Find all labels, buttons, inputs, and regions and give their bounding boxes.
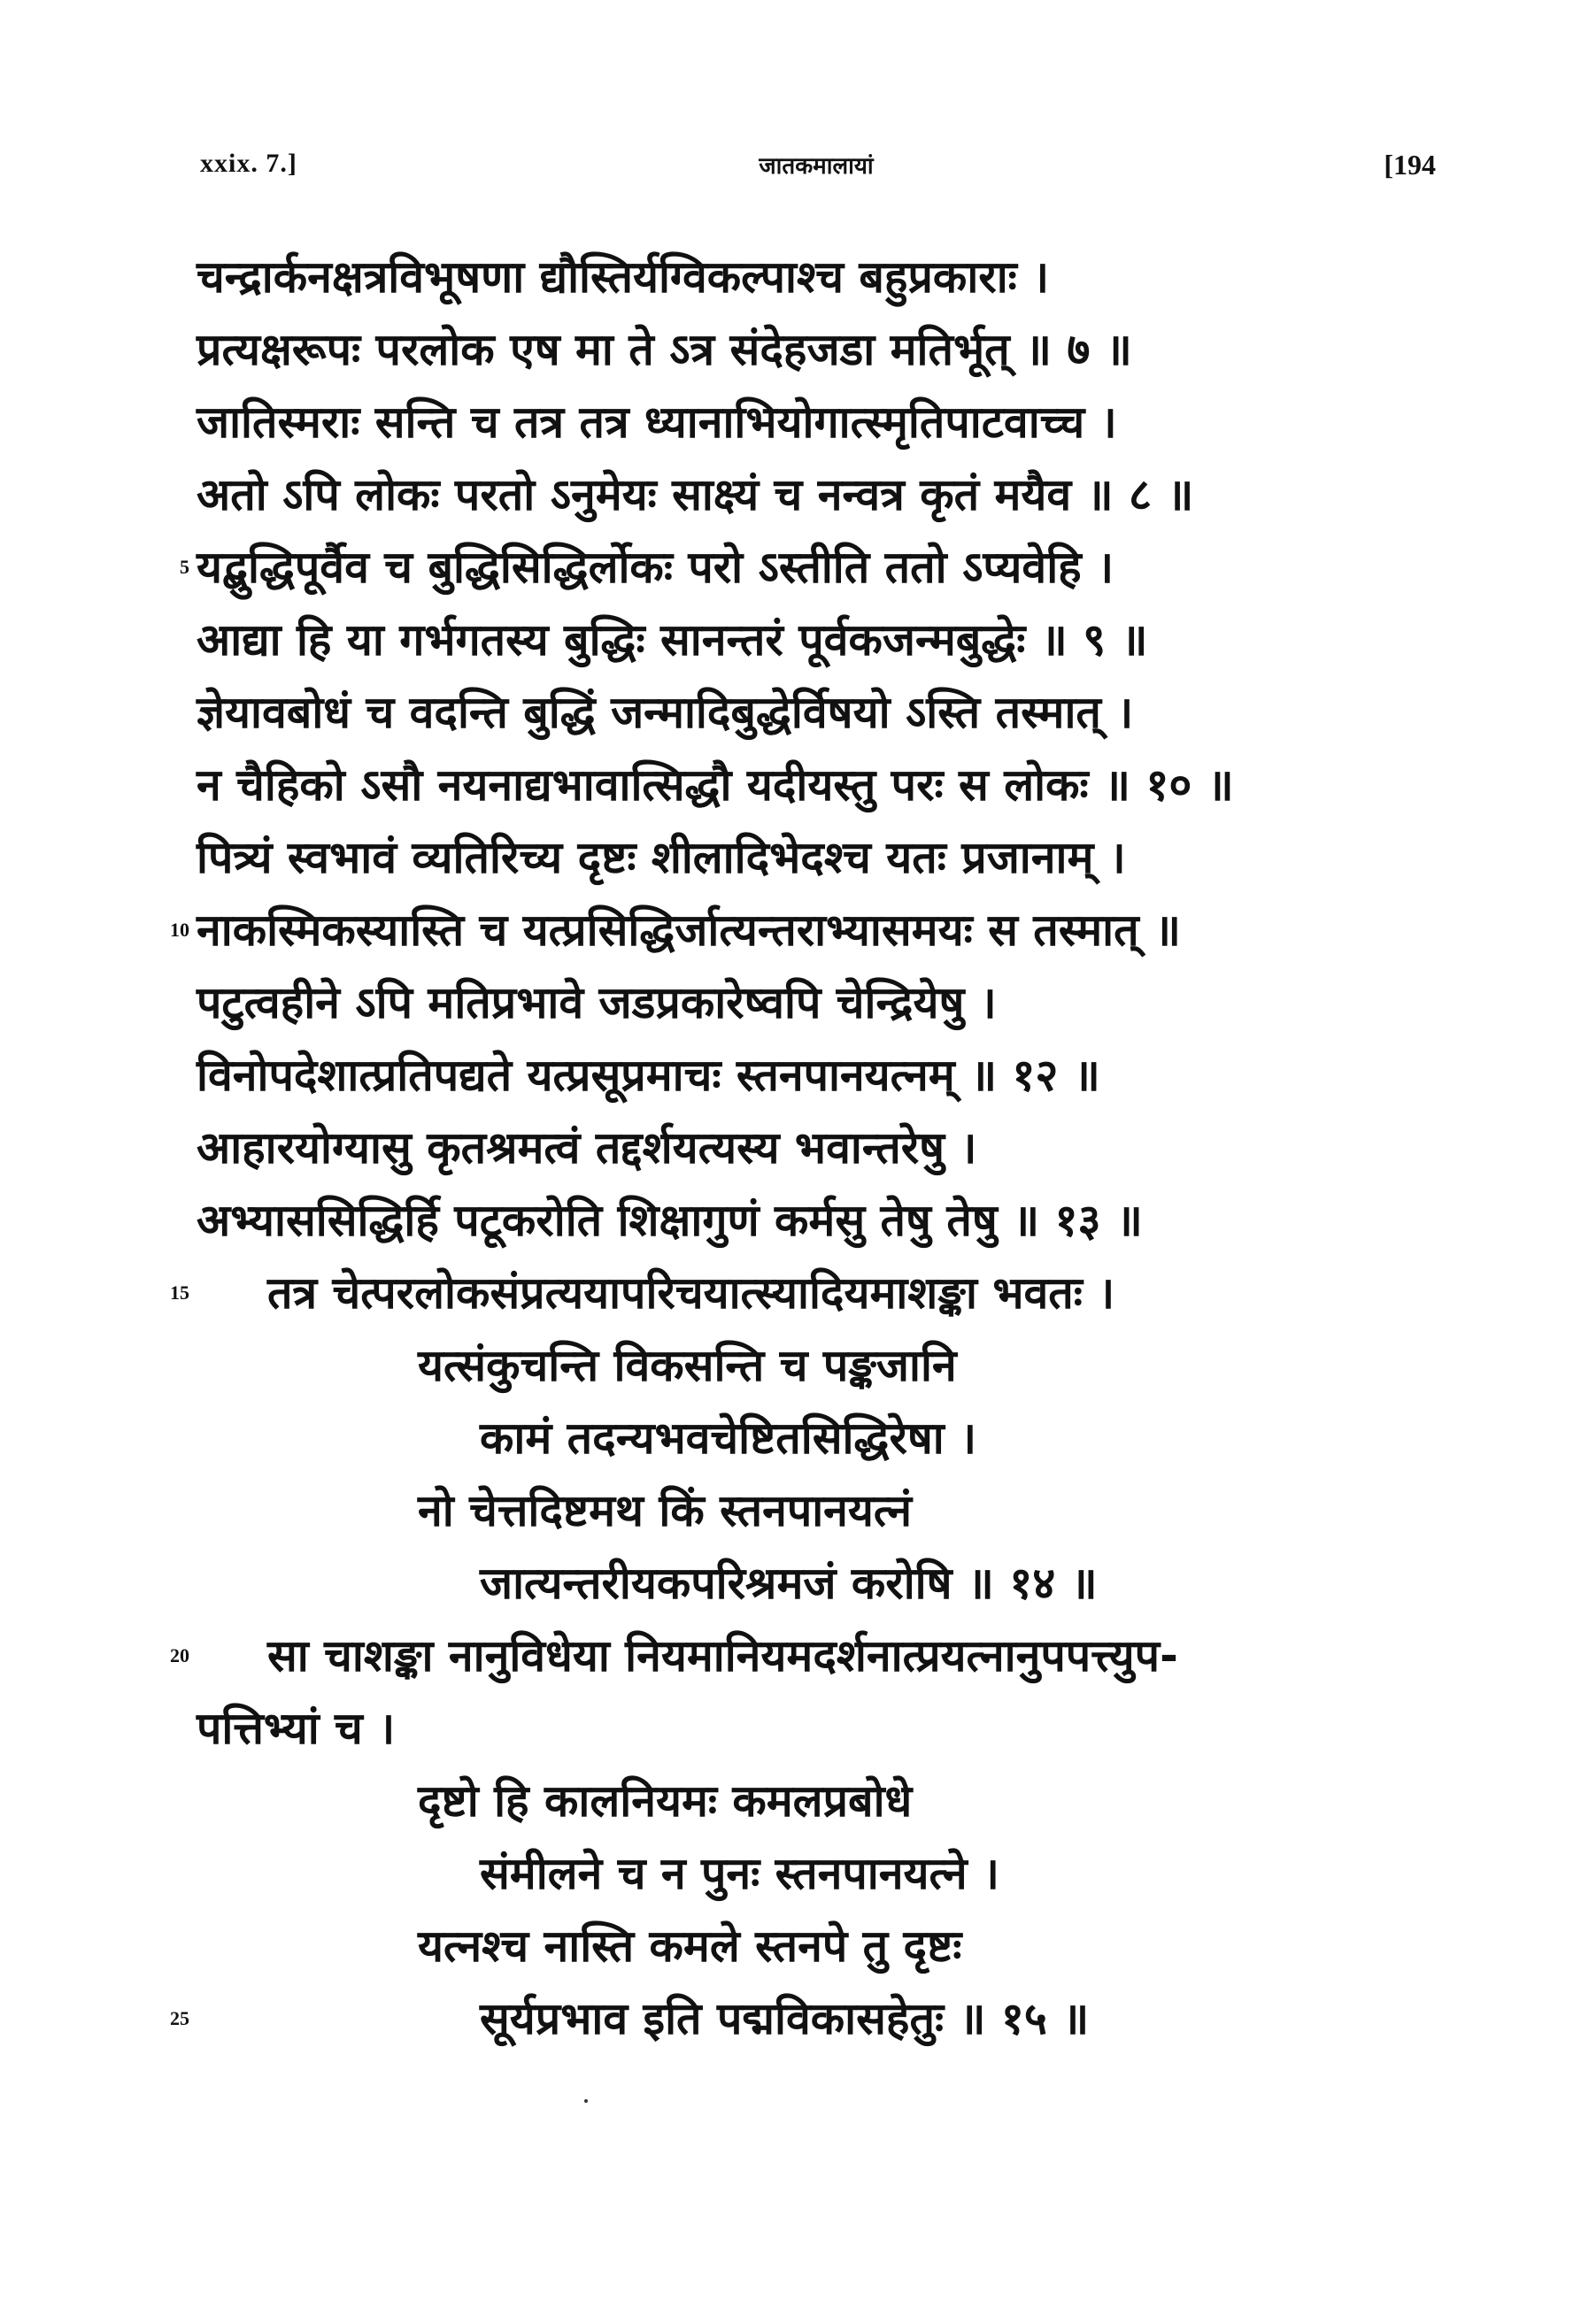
verse-text: ज्ञेयावबोधं च वदन्ति बुद्धिं जन्मादिबुद्धेर्विषयो ऽस्ति तस्मात् । [197,687,1134,738]
text-line [197,1112,1454,1184]
text-line [197,966,1454,1039]
text-line [197,1184,1454,1257]
running-title: जातकमालायां [759,153,874,180]
text-line [197,604,1454,676]
verse-text: यद्बुद्धिपूर्वैव च बुद्धिसिद्धिर्लोकः परो ऽस्तीति ततो ऽप्यवेहि । [197,542,1114,593]
text-line [197,1837,1454,1910]
line-number: 15 [170,1281,189,1304]
line-number: 10 [170,919,189,941]
verse-text: अतो ऽपि लोकः परतो ऽनुमेयः साक्ष्यं च नन्वत्र कृतं मयैव ॥ ८ ॥ [197,469,1194,520]
verse-text: सा चाशङ्का नानुविधेया नियमानियमदर्शनात्प्रयत्नानुपपत्त्युप- [267,1630,1178,1681]
printing-speck [584,2099,588,2103]
verse-text: सूर्यप्रभाव इति पद्मविकासहेतुः ॥ १५ ॥ [480,1993,1090,2044]
verse-text: पित्र्यं स्वभावं व्यतिरिच्य दृष्टः शीलादिभेदश्च यतः प्रजानाम् । [197,832,1126,883]
verse-text: नो चेत्तदिष्टमथ किं स्तनपानयत्नं [418,1485,913,1536]
text-line [197,1329,1454,1402]
verse-text: आद्या हि या गर्भगतस्य बुद्धिः सानन्तरं पूर्वकजन्मबुद्धेः ॥ ९ ॥ [197,614,1148,666]
sanskrit-text-body [170,241,1454,2055]
text-line [197,1039,1454,1112]
verse-text: नाकस्मिकस्यास्ति च यत्प्रसिद्धिर्जात्यन्तराभ्यासमयः स तस्मात् ॥ [197,904,1181,956]
verse-text: न चैहिको ऽसौ नयनाद्यभावात्सिद्धौ यदीयस्तु परः स लोकः ॥ १० ॥ [197,759,1234,811]
page-number: [194 [1384,149,1436,181]
verse-text: अभ्याससिद्धिर्हि पटूकरोति शिक्षागुणं कर्मसु तेषु तेषु ॥ १३ ॥ [197,1195,1143,1246]
text-line [197,1474,1454,1547]
text-line [170,1257,1454,1329]
text-line [197,386,1454,458]
verse-text: कामं तदन्यभवचेष्टितसिद्धिरेषा । [480,1412,977,1464]
verse-text: प्रत्यक्षरूपः परलोक एष मा ते ऽत्र संदेहजडा मतिर्भूत् ॥ ७ ॥ [197,324,1132,375]
text-line [197,1910,1454,1982]
page-header [197,149,1436,184]
text-line [197,313,1454,386]
text-line [197,1765,1454,1837]
text-line [197,458,1454,531]
text-line [197,821,1454,894]
verse-text: यत्संकुचन्ति विकसन्ति च पङ्कजानि [418,1340,957,1391]
verse-text: यत्नश्च नास्ति कमले स्तनपे तु दृष्टः [418,1920,962,1972]
text-line [170,1620,1454,1692]
verse-text: आहारयोग्यासु कृतश्रमत्वं तद्दर्शयत्यस्य भवान्तरेषु । [197,1122,977,1174]
text-line [197,749,1454,821]
verse-text: पटुत्वहीने ऽपि मतिप्रभावे जडप्रकारेष्वपि चेन्द्रियेषु । [197,977,997,1028]
text-line [170,894,1454,966]
verse-text: विनोपदेशात्प्रतिपद्यते यत्प्रसूप्रमाचः स्तनपानयत्नम् ॥ १२ ॥ [197,1050,1100,1101]
text-line [197,1692,1454,1765]
line-number: 25 [170,2007,189,2029]
text-line [197,241,1454,313]
text-line [170,1982,1454,2055]
verse-text: पत्तिभ्यां च । [197,1703,396,1754]
line-number: 5 [180,556,189,578]
text-line [197,1547,1454,1620]
verse-text: जातिस्मराः सन्ति च तत्र तत्र ध्यानाभियोगात्स्मृतिपाटवाच्च । [197,396,1117,448]
text-line [197,1402,1454,1474]
verse-text: तत्र चेत्परलोकसंप्रत्ययापरिचयात्स्यादियमाशङ्का भवतः । [267,1267,1115,1319]
verse-text: चन्द्रार्कनक्षत्रविभूषणा द्यौस्तिर्यग्विकल्पाश्च बहुप्रकाराः । [197,251,1050,303]
text-line [197,676,1454,749]
verse-text: जात्यन्तरीयकपरिश्रमजं करोषि ॥ १४ ॥ [480,1558,1098,1609]
text-line [180,531,1454,604]
verse-text: दृष्टो हि कालनियमः कमलप्रबोधे [418,1775,913,1827]
chapter-reference: xxix. 7.] [200,149,297,178]
verse-text: संमीलने च न पुनः स्तनपानयत्ने । [480,1848,999,1899]
line-number: 20 [170,1644,189,1666]
